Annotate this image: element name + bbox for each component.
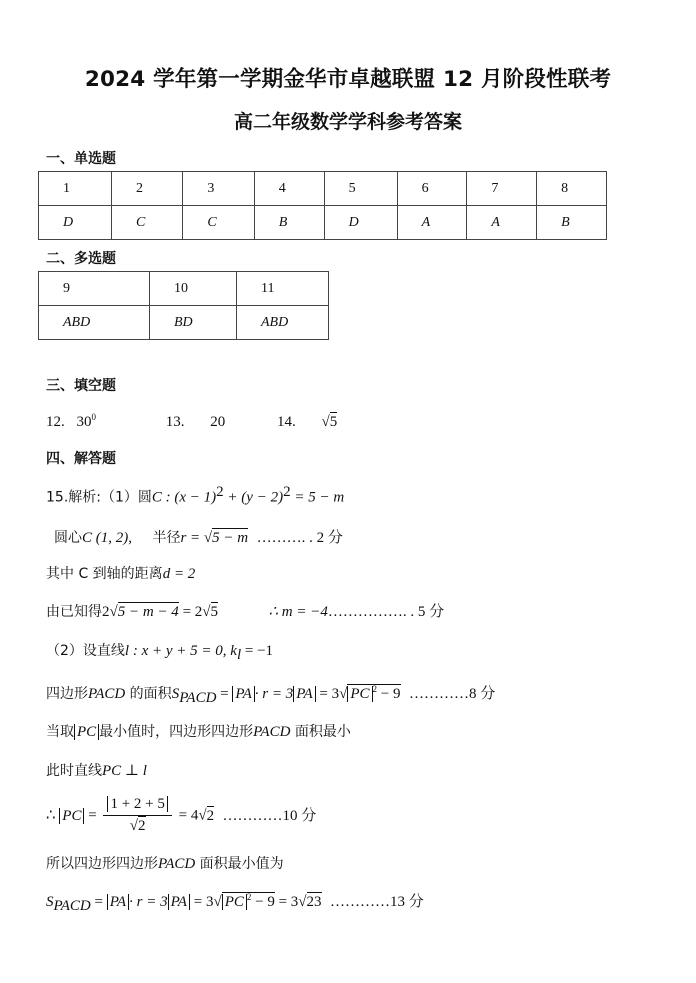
- table-cell: A: [467, 206, 537, 240]
- table-cell: C: [112, 206, 183, 240]
- q14-label: 14.: [277, 414, 296, 430]
- table-cell: D: [324, 206, 397, 240]
- table-cell: ABD: [237, 306, 329, 340]
- solution-line-8: 此时直线PC ⊥ l: [46, 763, 147, 779]
- solution-line-4: 由已知得2√5 − m − 4 = 2√5 ∴ m = −4……………. . 5 分: [46, 604, 445, 620]
- table-row-numbers: [39, 172, 607, 206]
- table-cell: 11: [237, 272, 329, 306]
- table-cell: 8: [537, 172, 607, 206]
- table-cell: A: [397, 206, 467, 240]
- section-single-choice: 一、单选题: [46, 151, 116, 167]
- solution-line-3: 其中 C 到轴的距离d = 2: [46, 566, 196, 582]
- fill-answers: [46, 412, 337, 431]
- table-cell: 3: [183, 172, 254, 206]
- solution-line-7: 当取 PC 最小值时，四边形四边形PACD 面积最小: [46, 724, 351, 740]
- solution-line-2: 圆心C (1, 2), 半径r = √5 − m ………. . 2 分: [54, 530, 343, 546]
- exam-title: 2024 学年第一学期金华市卓越联盟 12 月阶段性联考: [84, 67, 612, 92]
- solution-line-11: $S_{PACD}$ = PA · r = 3 PA = 3√ PC $^2$ − 9 = 3√23 …………13 分: [46, 892, 424, 914]
- single-choice-table: [38, 171, 607, 240]
- table-cell: 6: [397, 172, 467, 206]
- q12-answer: $30^0$: [76, 412, 96, 430]
- solution-line-1: 15.解析:（1）圆C : $(x - 1)^2 + (y - 2)^2 = 5 - m$: [46, 484, 345, 506]
- table-cell: B: [254, 206, 324, 240]
- table-row-answers: [39, 206, 607, 240]
- section-fill-blank: 三、填空题: [46, 378, 116, 394]
- solution-line-5: （2）设直线l : x + y + 5 = 0, $k_l = -1$: [46, 643, 274, 663]
- q12-label: 12.: [46, 414, 65, 430]
- table-cell: 2: [112, 172, 183, 206]
- table-cell: 9: [39, 272, 150, 306]
- table-cell: 1: [39, 172, 112, 206]
- q13-answer: 20: [210, 414, 226, 430]
- table-cell: B: [537, 206, 607, 240]
- table-row-answers: [39, 306, 329, 340]
- section-multi-choice: 二、多选题: [46, 251, 116, 267]
- exam-subtitle: 高二年级数学学科参考答案: [233, 111, 462, 133]
- solution-line-6: 四边形PACD 的面积$S_{PACD}$ = PA · r = 3 PA = 3√ PC $^2$ − 9 …………8 分: [46, 684, 496, 706]
- table-cell: 5: [324, 172, 397, 206]
- solution-line-9: ∴ PC = $\frac{1 + 2 + 5}{√2}$ = 4√2 …………10 分: [46, 796, 317, 834]
- table-cell: C: [183, 206, 254, 240]
- table-cell: 7: [467, 172, 537, 206]
- q13-label: 13.: [165, 414, 185, 430]
- table-cell: BD: [150, 306, 237, 340]
- table-cell: 10: [150, 272, 237, 306]
- table-cell: 4: [254, 172, 324, 206]
- q14-answer: √5: [321, 414, 338, 430]
- table-cell: D: [39, 206, 112, 240]
- multi-choice-table: [38, 271, 329, 340]
- table-cell: ABD: [39, 306, 150, 340]
- fraction: $\frac{1 + 2 + 5}{√2}$: [103, 796, 171, 835]
- solution-line-10: 所以四边形四边形PACD 面积最小值为: [46, 856, 284, 872]
- section-solutions: 四、解答题: [46, 451, 116, 467]
- table-row-numbers: [39, 272, 329, 306]
